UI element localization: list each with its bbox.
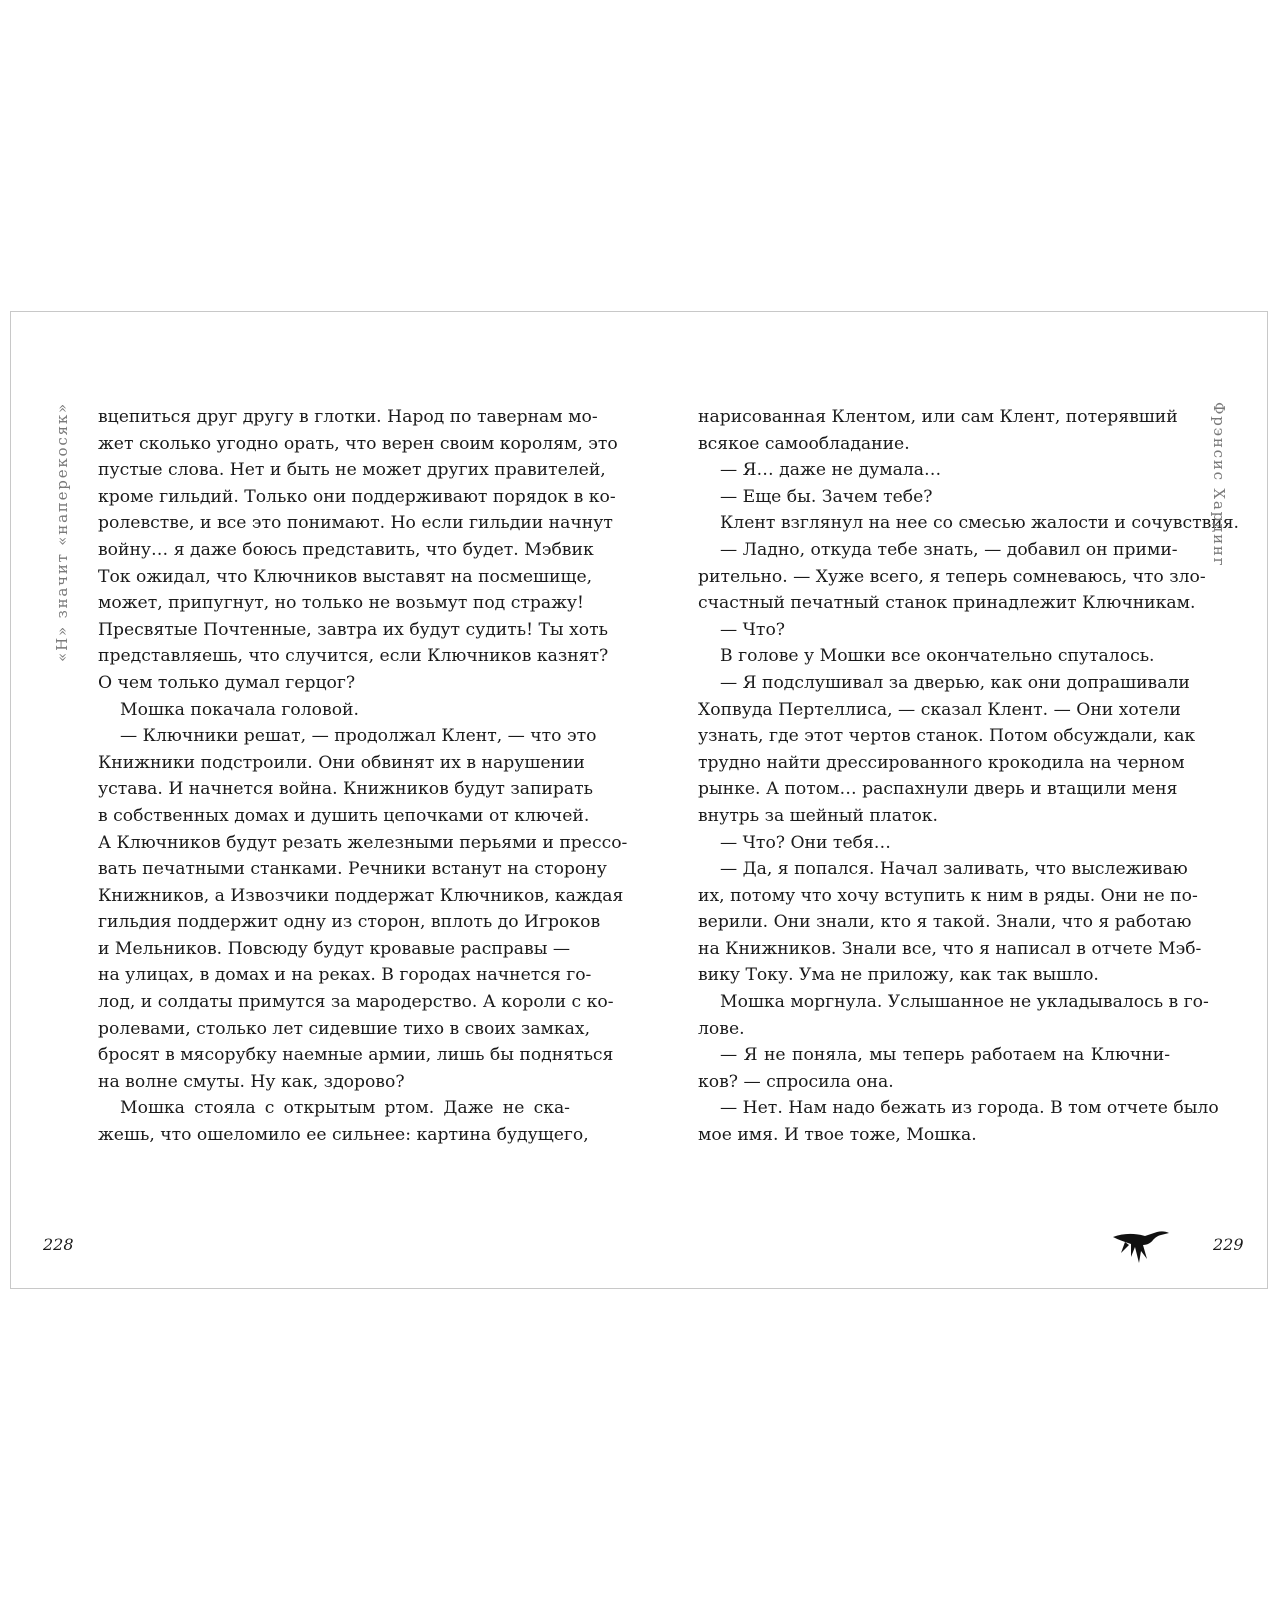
text-line: вцепиться друг другу в глотки. Народ по тавернам мо- <box>98 407 598 427</box>
text-line: кроме гильдий. Только они поддерживают порядок в ко- <box>98 486 616 507</box>
text-line: В голове у Мошки все окончательно спуталось. <box>720 646 1155 667</box>
text-line: на Книжников. Знали все, что я написал в отчете Мэб- <box>698 938 1202 959</box>
text-line: лове. <box>698 1018 745 1039</box>
text-line: пустые слова. Нет и быть не может других правителей, <box>98 460 606 481</box>
text-line: Клент взглянул на нее со смесью жалости и сочувствия. <box>720 513 1240 534</box>
text-line: Мошка покачала головой. <box>120 699 359 720</box>
text-line: может, припугнут, но только не возьмут под стражу! <box>98 593 584 614</box>
text-line: бросят в мясорубку наемные армии, лишь бы подняться <box>98 1045 614 1066</box>
left-page <box>11 312 640 1288</box>
text-line: — Что? Они тебя… <box>720 832 891 853</box>
text-line: счастный печатный станок принадлежит Ключникам. <box>698 593 1196 614</box>
text-line: мое имя. И твое тоже, Мошка. <box>698 1125 977 1146</box>
right-page <box>640 312 1269 1288</box>
book-spread <box>10 311 1268 1289</box>
text-line: рынке. А потом… распахнули дверь и втащили меня <box>698 779 1178 800</box>
text-line: жешь, что ошеломило ее сильнее: картина будущего, <box>98 1125 589 1146</box>
text-line: верили. Они знали, кто я такой. Знали, что я работаю <box>698 912 1192 933</box>
text-line: их, потому что хочу вступить к ним в ряды. Они не по- <box>698 885 1198 906</box>
text-line: вать печатными станками. Речники встанут на сторону <box>98 859 607 880</box>
text-line: — Что? <box>720 619 786 640</box>
text-line: Пресвятые Почтенные, завтра их будут судить! Ты хоть <box>98 619 608 640</box>
text-line: трудно найти дрессированного крокодила на черном <box>698 752 1185 773</box>
running-head-left: «Н» значит «наперекосяк» <box>53 402 71 662</box>
text-line: — Ладно, откуда тебе знать, — добавил он прими- <box>720 539 1178 560</box>
text-line: на улицах, в домах и на реках. В городах начнется го- <box>98 965 592 986</box>
text-line: О чем только думал герцог? <box>98 672 356 693</box>
text-line: войну… я даже боюсь представить, что будет. Мэбвик <box>98 539 594 560</box>
text-line: вику Току. Ума не приложу, как так вышло. <box>698 965 1099 986</box>
page-number-right: 229 <box>1213 1235 1244 1254</box>
text-line: рительно. — Хуже всего, я теперь сомневаюсь, что зло- <box>698 566 1206 587</box>
text-line: А Ключников будут резать железными перьями и прессо- <box>98 832 628 853</box>
text-line: гильдия поддержит одну из сторон, вплоть до Игроков <box>98 912 601 933</box>
text-line: — Нет. Нам надо бежать из города. В том отчете было <box>720 1098 1219 1119</box>
bird-logo-icon <box>1111 1227 1171 1267</box>
text-line: представляешь, что случится, если Ключников казнят? <box>98 646 609 667</box>
text-line: ролевстве, и все это понимают. Но если гильдии начнут <box>98 513 613 534</box>
text-line: ков? — спросила она. <box>698 1071 894 1092</box>
text-line: в собственных домах и душить цепочками от ключей. <box>98 805 590 826</box>
running-head-right: Фрэнсис Хардинг <box>1210 402 1228 568</box>
text-line: устава. И начнется война. Книжников будут запирать <box>98 779 593 800</box>
text-line: нарисованная Клентом, или сам Клент, потерявший <box>698 407 1178 427</box>
text-line: — Я не поняла, мы теперь работаем на Ключни- <box>720 1045 1170 1066</box>
text-line: — Да, я попался. Начал заливать, что выслеживаю <box>720 859 1188 880</box>
text-line: жет сколько угодно орать, что верен своим королям, это <box>98 433 618 454</box>
text-line: Книжников, а Извозчики поддержат Ключников, каждая <box>98 885 624 906</box>
text-line: лод, и солдаты примутся за мародерство. А короли с ко- <box>98 992 614 1013</box>
text-line: — Я… даже не думала… <box>720 460 942 481</box>
left-text-block <box>98 404 628 1149</box>
text-line: Ток ожидал, что Ключников выставят на посмешище, <box>98 566 593 587</box>
text-line: Мошка стояла с открытым ртом. Даже не ска- <box>120 1098 570 1119</box>
text-line: Хопвуда Пертеллиса, — сказал Клент. — Они хотели <box>698 699 1181 720</box>
text-line: ролевами, столько лет сидевшие тихо в своих замках, <box>98 1018 591 1039</box>
text-line: внутрь за шейный платок. <box>698 805 939 826</box>
text-line: Книжники подстроили. Они обвинят их в нарушении <box>98 752 585 773</box>
text-line: узнать, где этот чертов станок. Потом обсуждали, как <box>698 726 1196 747</box>
text-line: — Ключники решат, — продолжал Клент, — что это <box>120 726 597 747</box>
text-line: Мошка моргнула. Услышанное не укладывалось в го- <box>720 992 1209 1013</box>
text-line: и Мельников. Повсюду будут кровавые расправы — <box>98 938 571 959</box>
page-number-left: 228 <box>43 1235 74 1254</box>
text-line: всякое самообладание. <box>698 433 910 454</box>
text-line: на волне смуты. Ну как, здорово? <box>98 1071 405 1092</box>
text-line: — Еще бы. Зачем тебе? <box>720 486 933 507</box>
text-line: — Я подслушивал за дверью, как они допрашивали <box>720 672 1190 693</box>
